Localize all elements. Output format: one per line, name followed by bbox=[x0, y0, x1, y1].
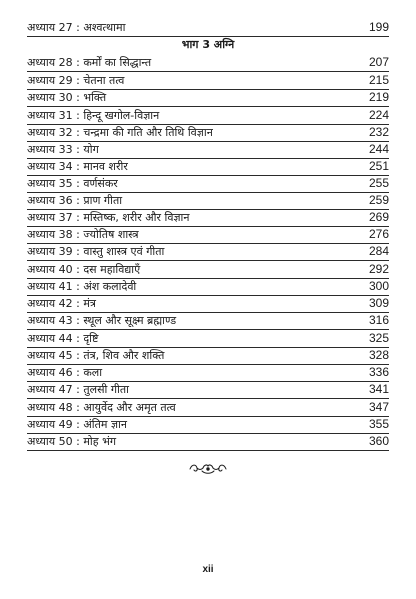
toc-entry-44 bbox=[27, 330, 389, 348]
toc-page-number: 244 bbox=[368, 142, 389, 156]
toc-page-number: 199 bbox=[368, 20, 389, 34]
toc-entry-46 bbox=[27, 364, 389, 382]
toc-page-number: 207 bbox=[368, 55, 389, 69]
toc-entry-label: अध्याय 40 : दस महाविद्याएँ bbox=[27, 263, 141, 276]
toc-entry-47 bbox=[27, 381, 389, 399]
toc-page-number: 300 bbox=[368, 279, 389, 293]
toc-page-number: 255 bbox=[368, 176, 389, 190]
toc-page-number: 360 bbox=[368, 434, 389, 448]
toc-entry-label: अध्याय 50 : मोह भंग bbox=[27, 435, 117, 448]
toc-page-number: 224 bbox=[368, 108, 389, 122]
toc-page-number: 284 bbox=[368, 244, 389, 258]
toc-entry-label: अध्याय 37 : मस्तिष्क, शरीर और विज्ञान bbox=[27, 211, 190, 224]
toc-page-number: 251 bbox=[368, 159, 389, 173]
toc-entry-48 bbox=[27, 399, 389, 417]
toc-entry-label: अध्याय 49 : अंतिम ज्ञान bbox=[27, 418, 127, 431]
toc-page-number: 325 bbox=[368, 331, 389, 345]
toc-entry-label: अध्याय 34 : मानव शरीर bbox=[27, 160, 128, 173]
toc-page-number: 259 bbox=[368, 193, 389, 207]
toc-entry-41 bbox=[27, 278, 389, 296]
toc-page-number: 215 bbox=[368, 73, 389, 87]
toc-page-number: 269 bbox=[368, 210, 389, 224]
toc-entry-label: अध्याय 32 : चन्द्रमा की गति और तिथि विज्ञान bbox=[27, 126, 213, 139]
toc-entry-32 bbox=[27, 124, 389, 142]
toc-entry-37 bbox=[27, 209, 389, 227]
floral-divider-icon bbox=[188, 460, 228, 476]
toc-entry-40 bbox=[27, 261, 389, 279]
toc-entry-27 bbox=[27, 19, 389, 37]
toc-entry-34 bbox=[27, 158, 389, 176]
toc-entry-49 bbox=[27, 416, 389, 434]
toc-entry-label: अध्याय 31 : हिन्दू खगोल-विज्ञान bbox=[27, 109, 160, 122]
toc-page-number: 292 bbox=[368, 262, 389, 276]
toc-page-number: 341 bbox=[368, 382, 389, 396]
toc-entry-label: अध्याय 30 : भक्ति bbox=[27, 91, 107, 104]
toc-entry-31 bbox=[27, 107, 389, 125]
toc-page-number: 328 bbox=[368, 348, 389, 362]
toc-entry-33 bbox=[27, 141, 389, 159]
toc-entry-28 bbox=[27, 54, 389, 72]
toc-page-number: 347 bbox=[368, 400, 389, 414]
toc-entry-label: अध्याय 41 : अंश कलादेवी bbox=[27, 280, 137, 293]
toc-entry-label: अध्याय 46 : कला bbox=[27, 366, 103, 379]
toc-entry-45 bbox=[27, 347, 389, 365]
toc-entry-35 bbox=[27, 175, 389, 193]
toc-entry-43 bbox=[27, 312, 389, 330]
toc-entry-label: अध्याय 42 : मंत्र bbox=[27, 297, 96, 310]
toc-page-number: 336 bbox=[368, 365, 389, 379]
toc-entry-label: अध्याय 38 : ज्योतिष शास्त्र bbox=[27, 228, 139, 241]
toc-page-number: 316 bbox=[368, 313, 389, 327]
toc-entry-29 bbox=[27, 72, 389, 90]
toc-entry-label: अध्याय 36 : प्राण गीता bbox=[27, 194, 123, 207]
toc-entry-39 bbox=[27, 243, 389, 261]
toc-entry-label: अध्याय 47 : तुलसी गीता bbox=[27, 383, 130, 396]
toc-page-number: 355 bbox=[368, 417, 389, 431]
toc-entry-label: अध्याय 43 : स्थूल और सूक्ष्म ब्रह्माण्ड bbox=[27, 314, 177, 327]
section-heading: भाग 3 अग्नि bbox=[181, 38, 235, 51]
toc-entry-label: अध्याय 35 : वर्णसंकर bbox=[27, 177, 118, 190]
toc-entry-38 bbox=[27, 226, 389, 244]
toc-page-number: 219 bbox=[368, 90, 389, 104]
toc-page-number: 232 bbox=[368, 125, 389, 139]
toc-entry-label: अध्याय 28 : कर्मों का सिद्धान्त bbox=[27, 56, 152, 69]
toc-entry-36 bbox=[27, 192, 389, 210]
toc-page-number: 276 bbox=[368, 227, 389, 241]
page-number-footer: xii bbox=[202, 564, 214, 575]
toc-entry-label: अध्याय 39 : वास्तु शास्त्र एवं गीता bbox=[27, 245, 165, 258]
toc-entry-label: अध्याय 27 : अश्वत्थामा bbox=[27, 21, 126, 34]
toc-entry-30 bbox=[27, 89, 389, 107]
toc-entry-label: अध्याय 48 : आयुर्वेद और अमृत तत्व bbox=[27, 401, 176, 414]
toc-entry-label: अध्याय 29 : चेतना तत्व bbox=[27, 74, 125, 87]
toc-entry-label: अध्याय 45 : तंत्र, शिव और शक्ति bbox=[27, 349, 165, 362]
toc-page-number: 309 bbox=[368, 296, 389, 310]
toc-entry-50 bbox=[27, 433, 389, 451]
toc-entry-label: अध्याय 44 : दृष्टि bbox=[27, 332, 99, 345]
toc-entry-42 bbox=[27, 295, 389, 313]
toc-entry-label: अध्याय 33 : योग bbox=[27, 143, 99, 156]
